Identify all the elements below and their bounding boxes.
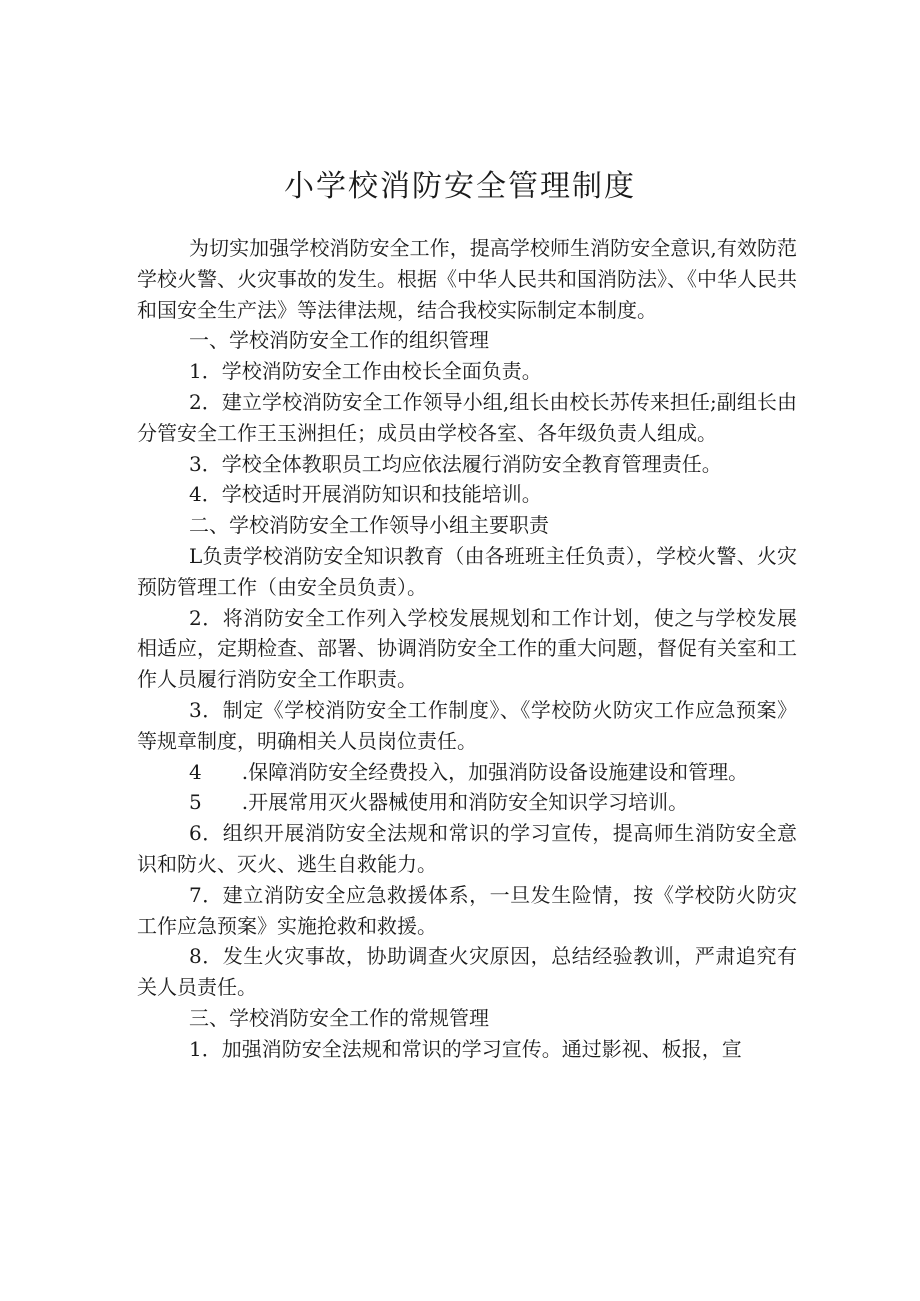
section-1-item-1: 1．学校消防安全工作由校长全面负责。: [189, 359, 542, 384]
section-2-item-1: L负责学校消防安全知识教育（由各班班主任负责），学校火警、火灾预防管理工作（由安全员负责）。: [137, 543, 797, 599]
section-heading-2: 二、学校消防安全工作领导小组主要职责: [189, 513, 549, 538]
intro-paragraph: 为切实加强学校消防安全工作，提高学校师生消防安全意识,有效防范学校火警、火灾事故的发生。根据《中华人民共和国消防法》、《中华人民共和国安全生产法》等法律法规，结合我校实际制定本制度。: [137, 236, 797, 322]
section-2-item-6: 6．组织开展消防安全法规和常识的学习宣传，提高师生消防安全意识和防火、灭火、逃生自救能力。: [137, 821, 797, 876]
section-2-item-8: 8．发生火灾事故，协助调查火灾原因，总结经验教训，严肃追究有关人员责任。: [137, 944, 797, 1000]
section-heading-1: 一、学校消防安全工作的组织管理: [189, 328, 489, 353]
section-1-item-4: 4．学校适时开展消防知识和技能培训。: [189, 482, 542, 507]
section-1-item-2: 2．建立学校消防安全工作领导小组,组长由校长苏传来担任;副组长由分管安全工作王玉洲担任；成员由学校各室、各年级负责人组成。: [137, 389, 797, 445]
section-2-item-4: 4 .保障消防安全经费投入，加强消防设备设施建设和管理。: [189, 759, 749, 784]
document-body: [137, 233, 797, 1065]
section-heading-3: 三、学校消防安全工作的常规管理: [189, 1005, 489, 1030]
section-3-item-1: 1．加强消防安全法规和常识的学习宣传。通过影视、板报，宣: [189, 1036, 742, 1061]
section-1-item-3: 3．学校全体教职员工均应依法履行消防安全教育管理责任。: [189, 451, 722, 476]
section-2-item-2: 2．将消防安全工作列入学校发展规划和工作计划，使之与学校发展相适应，定期检查、部署、协调消防安全工作的重大问题，督促有关室和工作人员履行消防安全工作职责。: [137, 605, 797, 692]
section-2-item-5: 5 .开展常用灭火器械使用和消防安全知识学习培训。: [189, 790, 689, 815]
section-2-item-3: 3．制定《学校消防安全工作制度》、《学校防火防灾工作应急预案》等规章制度，明确相关人员岗位责任。: [137, 697, 797, 753]
section-2-item-7: 7．建立消防安全应急救援体系，一旦发生险情，按《学校防火防灾工作应急预案》实施抢救和救援。: [137, 882, 797, 938]
document-title: 小学校消防安全管理制度: [284, 169, 636, 204]
